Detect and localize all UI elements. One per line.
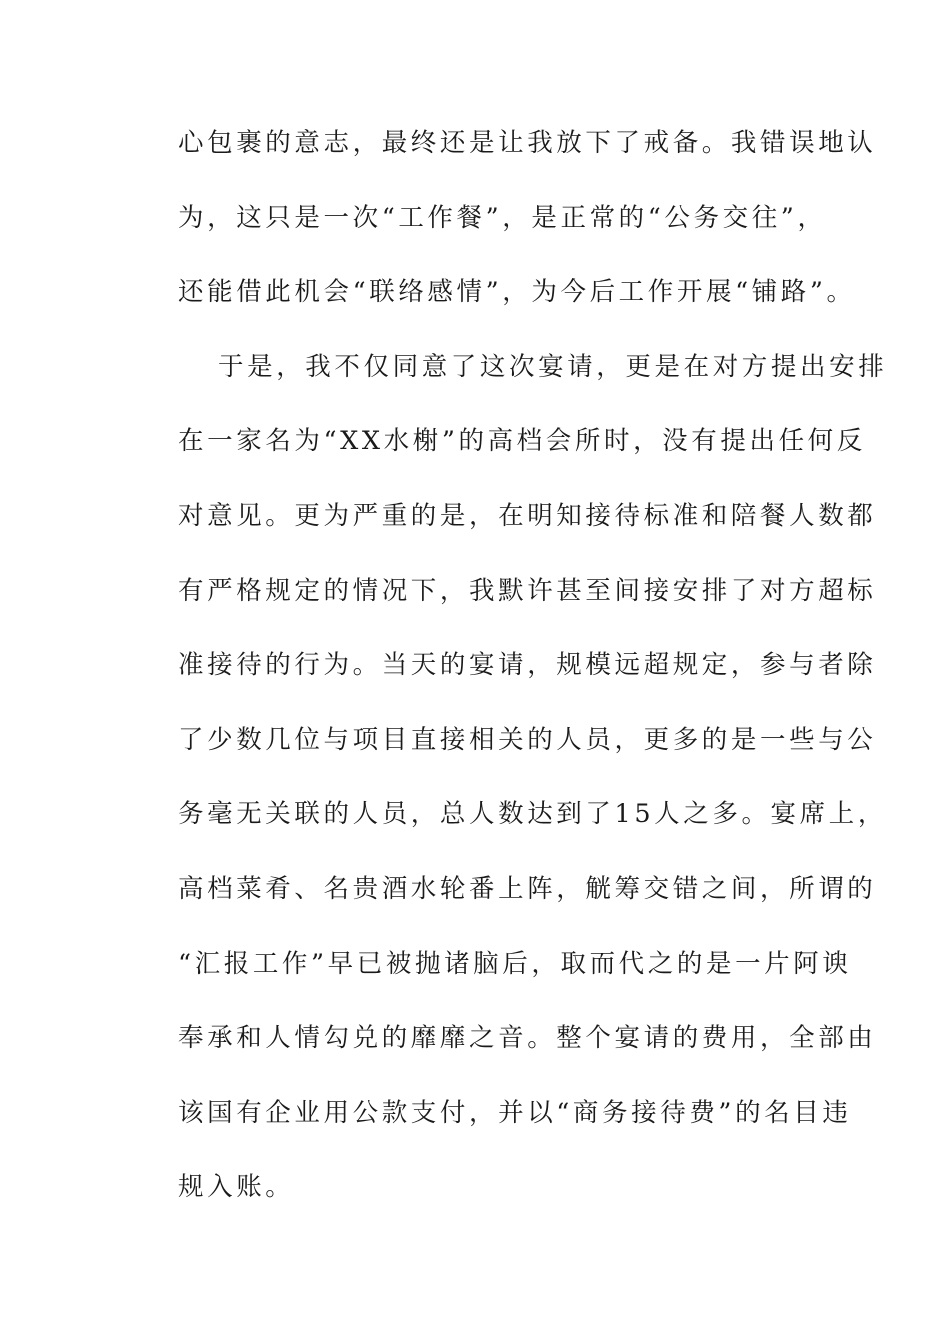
text-line: 了少数几位与项目直接相关的人员，更多的是一些与公 — [178, 724, 877, 755]
text-line: 为，这只是一次“工作餐”，是正常的“公务交往”， — [178, 202, 827, 233]
text-line: 奉承和人情勾兑的靡靡之音。整个宴请的费用，全部由 — [178, 1023, 877, 1054]
text-line: 务毫无关联的人员，总人数达到了15人之多。宴席上， — [178, 799, 887, 830]
text-line: 规入账。 — [178, 1172, 295, 1203]
paragraph-first-line: 于是，我不仅同意了这次宴请，更是在对方提出安排 — [218, 351, 888, 382]
body-text — [178, 128, 888, 1247]
text-line: 该国有企业用公款支付，并以“商务接待费”的名目违 — [178, 1097, 852, 1128]
text-line: 准接待的行为。当天的宴请，规模远超规定，参与者除 — [178, 650, 877, 681]
text-line: 有严格规定的情况下，我默许甚至间接安排了对方超标 — [178, 575, 877, 606]
text-line: 心包裹的意志，最终还是让我放下了戒备。我错误地认 — [178, 128, 877, 158]
text-line: 还能借此机会“联络感情”，为今后工作开展“铺路”。 — [178, 277, 856, 308]
text-line: “汇报工作”早已被抛诸脑后，取而代之的是一片阿谀 — [178, 948, 852, 979]
text-line: 高档菜肴、名贵酒水轮番上阵，觥筹交错之间，所谓的 — [178, 873, 877, 904]
text-line: 对意见。更为严重的是，在明知接待标准和陪餐人数都 — [178, 500, 877, 531]
text-line: 在一家名为“XX水榭”的高档会所时，没有提出任何反 — [178, 426, 866, 457]
